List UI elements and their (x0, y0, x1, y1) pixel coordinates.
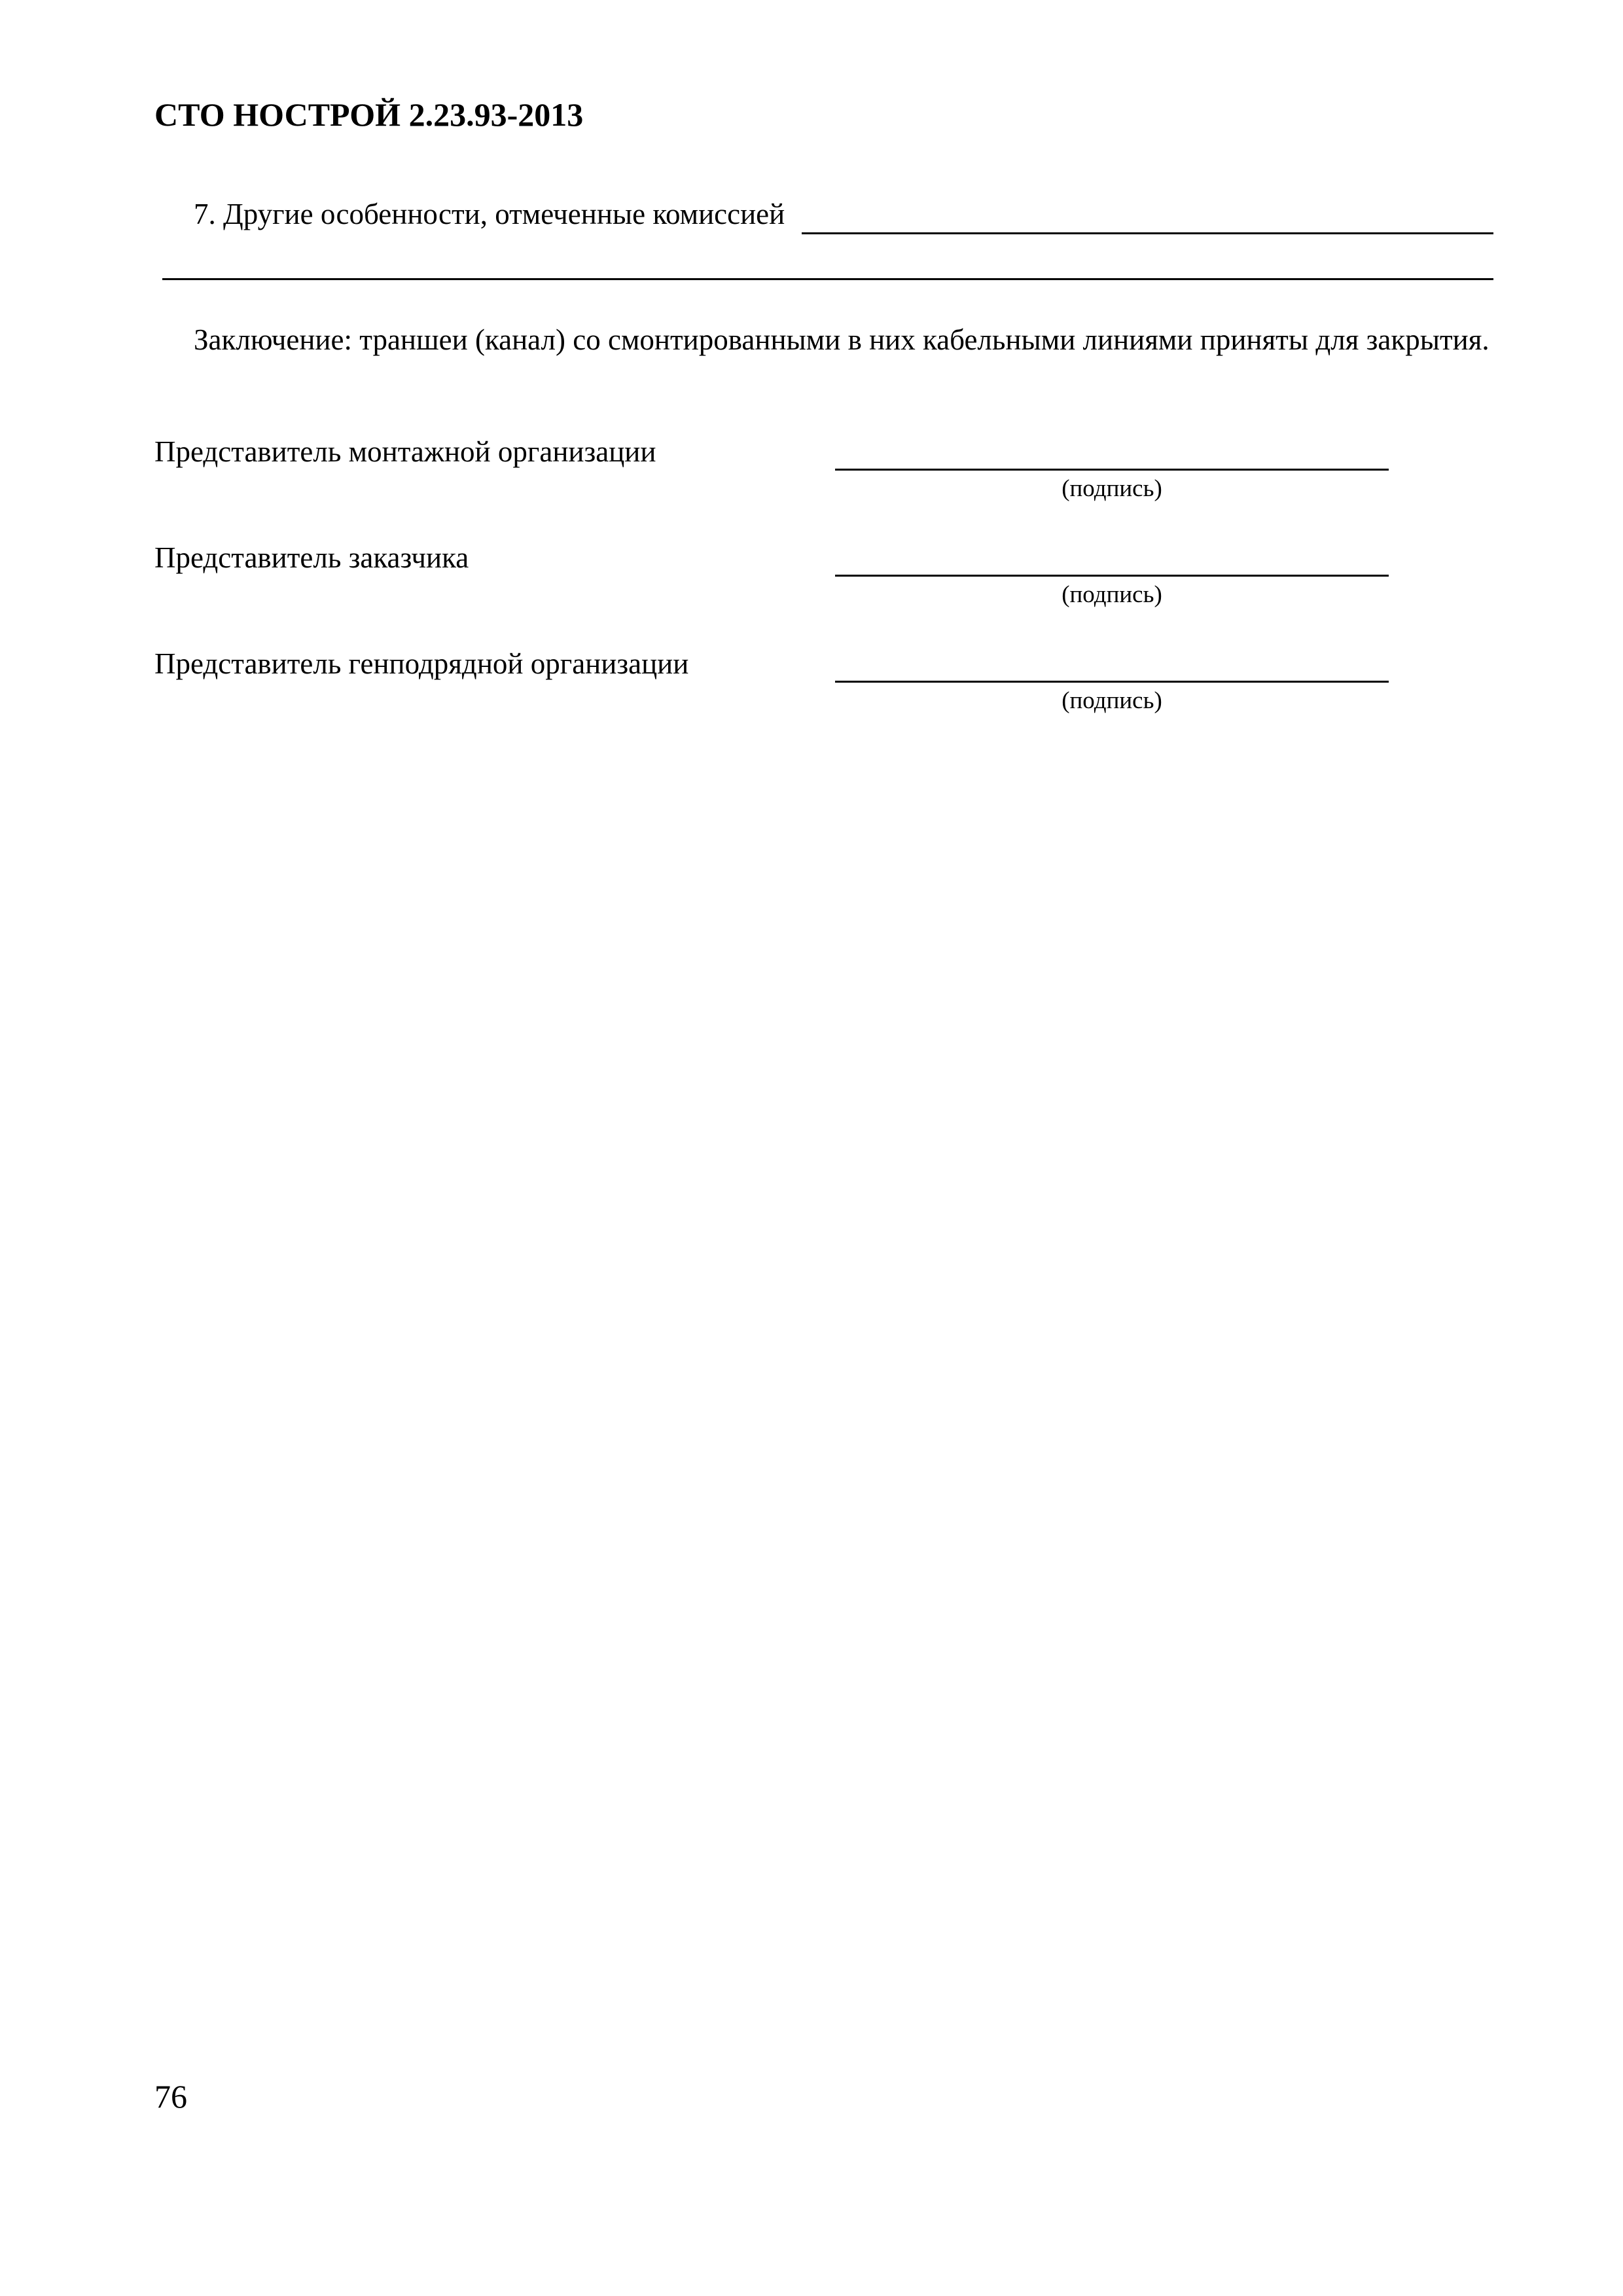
item-7-continuation-line (162, 278, 1493, 280)
signature-label: Представитель монтажной организации (154, 435, 656, 468)
signature-line (835, 681, 1389, 683)
item-7-fill-line (802, 232, 1493, 234)
signature-row-installation-org (154, 437, 1389, 516)
signature-caption: (подпись) (1061, 475, 1162, 502)
conclusion-paragraph: Заключение: траншеи (канал) со смонтированными в них кабельными линиями приняты для закрытия. (194, 323, 1489, 356)
signature-line (835, 469, 1389, 471)
signature-caption: (подпись) (1061, 687, 1162, 714)
signature-label: Представитель заказчика (154, 541, 469, 574)
signature-row-general-contractor (154, 649, 1389, 728)
signature-caption: (подпись) (1061, 581, 1162, 608)
signature-label: Представитель генподрядной организации (154, 647, 689, 680)
item-7-row (194, 195, 1493, 234)
document-header: СТО НОСТРОЙ 2.23.93-2013 (154, 96, 584, 133)
signature-line (835, 575, 1389, 577)
item-7-text: 7. Другие особенности, отмеченные комиссией (194, 198, 785, 230)
page-number: 76 (154, 2078, 187, 2115)
signature-row-customer (154, 543, 1389, 622)
